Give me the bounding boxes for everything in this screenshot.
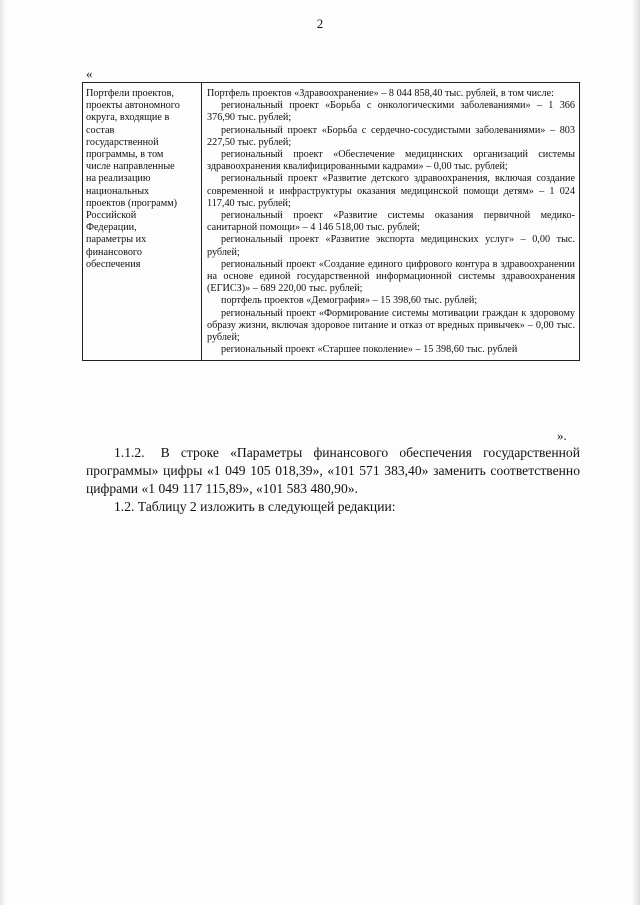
project-list-item: региональный проект «Формирование системы мотивации граждан к здоровому образу жизни, включая здоровое питание и отказ от вредных привычек» – 0,00 тыс. рублей; bbox=[207, 307, 575, 344]
table-row bbox=[83, 83, 580, 361]
project-list-item: региональный проект «Создание единого цифрового контура в здравоохранении на основе единой государственной информационной системы здравоохранения (ЕГИСЗ)» – 689 220,00 тыс. рублей; bbox=[207, 258, 575, 295]
project-list-item: региональный проект «Развитие экспорта медицинских услуг» – 0,00 тыс. рублей; bbox=[207, 234, 575, 258]
project-list-item: Портфель проектов «Здравоохранение» – 8 044 858,40 тыс. рублей, в том числе: bbox=[207, 88, 554, 99]
project-list-item: региональный проект «Развитие детского здравоохранения, включая создание современной и инфраструктуры оказания медицинской помощи детям» – 1 024 117,40 тыс. рублей; bbox=[207, 173, 575, 209]
project-list-item: региональный проект «Борьба с сердечно-сосудистыми заболеваниями» – 803 227,50 тыс. рублей; bbox=[207, 124, 575, 148]
project-list-item: портфель проектов «Демография» – 15 398,60 тыс. рублей; bbox=[221, 295, 478, 307]
closing-quote-mark: ». bbox=[557, 428, 567, 443]
table-cell-label bbox=[83, 83, 202, 361]
project-list-item: региональный проект «Обеспечение медицинских организаций системы здравоохранения квалифицированными кадрами» – 0,00 тыс. рублей; bbox=[207, 149, 575, 173]
scan-edge-right bbox=[632, 0, 640, 905]
project-list-item: региональный проект «Старшее поколение» – 15 398,60 тыс. рублей bbox=[221, 344, 518, 356]
program-parameters-table bbox=[82, 82, 580, 361]
table-cell-value bbox=[202, 83, 580, 361]
label-text: Портфели проектов, проекты автономного округа, входящие в состав государственной программы, в том числе направленные на реализацию национальных проектов (программ) Российской Федерации, параметры их финансового обеспечения bbox=[86, 88, 180, 270]
paragraph-1-2: 1.2. Таблицу 2 изложить в следующей редакции: bbox=[114, 499, 396, 514]
paragraph-1-1-2 bbox=[86, 444, 580, 498]
scan-edge-left bbox=[0, 0, 6, 905]
paragraph-number: 1.1.2. bbox=[114, 445, 145, 460]
project-list-item: региональный проект «Развитие системы оказания первичной медико-санитарной помощи» – 4 146 518,00 тыс. рублей; bbox=[207, 210, 575, 234]
project-list bbox=[207, 88, 575, 356]
page-number: 2 bbox=[316, 16, 324, 31]
project-list-item: региональный проект «Борьба с онкологическими заболеваниями» – 1 366 376,90 тыс. рублей; bbox=[207, 100, 575, 124]
paragraph-text: В строке «Параметры финансового обеспечения государственной программы» цифры «1 049 105 018,39», «101 571 383,40» заменить соответственно цифрами «1 049 117 115,89», «101 583 480,90». bbox=[86, 445, 580, 496]
opening-quote-mark: « bbox=[86, 66, 93, 81]
